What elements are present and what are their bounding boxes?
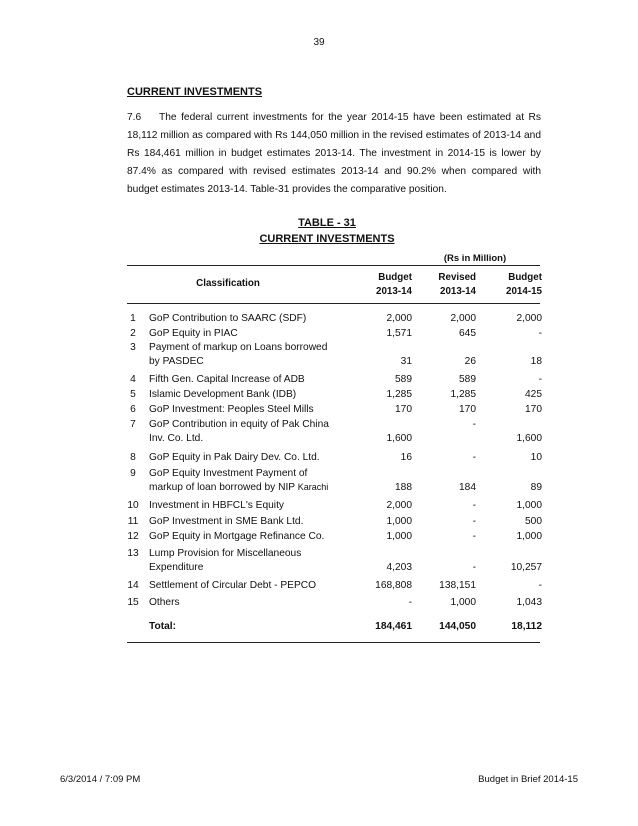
row-classification-line: [149, 579, 359, 593]
row-classification-text: by PASDEC: [149, 355, 204, 367]
table-top-rule: [127, 265, 540, 266]
row-revised-2013-14: 2,000: [450, 313, 476, 324]
row-classification-line: [149, 327, 359, 341]
row-classification-line: [149, 432, 359, 446]
header-classification: Classification: [196, 278, 260, 289]
row-budget-2013-14: 2,000: [386, 500, 412, 511]
row-classification-text: Payment of markup on Loans borrowed: [149, 342, 328, 353]
row-classification: [149, 388, 359, 402]
row-classification: [149, 579, 359, 593]
row-classification-line: [149, 596, 359, 610]
table-header-rule: [127, 303, 540, 304]
row-revised-2013-14: -: [472, 561, 476, 573]
row-budget-2013-14: 1,000: [386, 531, 412, 542]
row-classification-line: [149, 530, 359, 544]
row-revised-2013-14: -: [472, 452, 476, 463]
row-budget-2014-15: 1,000: [516, 500, 542, 511]
row-classification-line: [149, 388, 359, 402]
row-classification: [149, 341, 359, 368]
row-number: 6: [130, 404, 136, 415]
row-classification-line: [149, 403, 359, 417]
row-classification-text: GoP Investment in SME Bank Ltd.: [149, 516, 304, 527]
row-classification-line: [149, 515, 359, 529]
row-budget-2014-15: -: [538, 580, 542, 591]
row-classification: [149, 312, 359, 326]
row-classification-text: Inv. Co. Ltd.: [149, 432, 204, 444]
row-revised-2013-14: 645: [459, 328, 476, 339]
row-classification-line: [149, 467, 359, 481]
row-budget-2014-15: 1,043: [516, 597, 542, 608]
row-budget-2013-14: 1,571: [386, 328, 412, 339]
row-classification-text: GoP Contribution to SAARC (SDF): [149, 313, 307, 324]
row-classification-line: [149, 312, 359, 326]
row-classification-line: [149, 355, 359, 369]
row-number: 9: [130, 468, 136, 479]
row-classification-line: [149, 561, 359, 575]
row-budget-2013-14: 2,000: [386, 313, 412, 324]
row-classification: [149, 499, 359, 513]
row-classification-text: markup of loan borrowed by NIP: [149, 481, 298, 493]
row-budget-2014-15: 10,257: [510, 561, 542, 573]
row-classification: [149, 530, 359, 544]
row-classification-text: GoP Contribution in equity of Pak China: [149, 419, 329, 430]
footer-timestamp: 6/3/2014 / 7:09 PM: [60, 774, 141, 785]
row-budget-2013-14: 168,808: [375, 580, 412, 591]
row-number: 13: [127, 548, 139, 559]
row-revised-2013-14: 1,285: [450, 389, 476, 400]
header-budget-2013-14-line2: 2013-14: [376, 286, 412, 297]
row-classification-text: Others: [149, 597, 180, 608]
row-classification-text: Settlement of Circular Debt - PEPCO: [149, 580, 317, 591]
row-budget-2014-15: 10: [530, 452, 542, 463]
row-classification-suffix: Karachi: [297, 481, 329, 492]
row-revised-2013-14: -: [472, 516, 476, 527]
row-number: 2: [130, 328, 136, 339]
row-classification-line: [149, 451, 359, 465]
row-number: 12: [127, 531, 139, 542]
total-revised-2013-14: 144,050: [439, 621, 476, 632]
row-classification-text: GoP Equity in Pak Dairy Dev. Co. Ltd.: [149, 452, 320, 463]
row-number: 11: [127, 516, 139, 527]
row-classification: [149, 373, 359, 387]
row-classification-text: GoP Equity in Mortgage Refinance Co.: [149, 531, 325, 542]
row-budget-2014-15: 18: [530, 355, 542, 367]
row-classification-text: Investment in HBFCL's Equity: [149, 500, 284, 511]
row-classification: [149, 418, 359, 445]
row-revised-2013-14: 184: [459, 481, 476, 493]
body-paragraph: 7.6 The federal current investments for the year 2014-15 have been estimated at Rs 18,112 million as compared with Rs 144,050 million in the revised estimates of 2013-14 and Rs 184,461 million in budget estimates 2013-14. The investment in 2014-15 is lower by 87.4% as compared with revised estimates 2013-14 and 90.2% when compared with budget estimates 2013-14. Table-31 provides the comparative position.: [127, 112, 544, 195]
header-revised-2013-14-line2: 2013-14: [440, 286, 476, 297]
row-budget-2014-15: 1,600: [516, 432, 542, 444]
row-classification: [149, 403, 359, 417]
header-budget-2014-15: [472, 271, 542, 299]
row-budget-2014-15: 89: [530, 481, 542, 493]
row-budget-2014-15: 170: [525, 404, 542, 415]
table-subtitle: CURRENT INVESTMENTS: [259, 233, 395, 245]
unit-note: (Rs in Million): [443, 253, 507, 264]
row-budget-2014-15: 2,000: [516, 313, 542, 324]
row-classification-line: [149, 418, 359, 432]
row-classification-text: GoP Equity Investment Payment of: [149, 468, 308, 479]
row-classification-line: [149, 373, 359, 387]
row-classification-text: Lump Provision for Miscellaneous: [149, 548, 302, 559]
row-classification-line: [149, 499, 359, 513]
row-classification: [149, 467, 359, 494]
row-budget-2014-15: 425: [525, 389, 542, 400]
row-revised-2013-14: 170: [459, 404, 476, 415]
row-revised-2013-14: -: [472, 531, 476, 542]
header-budget-2014-15-line1: Budget: [508, 272, 542, 283]
row-classification: [149, 451, 359, 465]
row-number: 3: [130, 342, 136, 353]
header-revised-2013-14: [406, 271, 476, 299]
row-revised-2013-14: -: [472, 500, 476, 511]
footer-publication: Budget in Brief 2014-15: [478, 774, 578, 785]
row-revised-2013-14: 1,000: [450, 597, 476, 608]
row-budget-2013-14: 16: [400, 452, 412, 463]
row-classification-text: Islamic Development Bank (IDB): [149, 389, 297, 400]
row-budget-2014-15: -: [538, 374, 542, 385]
row-revised-2013-14: 138,151: [439, 580, 476, 591]
total-budget-2013-14: 184,461: [375, 621, 412, 632]
row-number: 4: [130, 374, 136, 385]
total-label: Total:: [149, 621, 176, 632]
row-budget-2014-15: 1,000: [516, 531, 542, 542]
row-classification: [149, 596, 359, 610]
row-budget-2013-14: 1,000: [386, 516, 412, 527]
row-classification: [149, 547, 359, 574]
row-number: 5: [130, 389, 136, 400]
row-classification-line: [149, 341, 359, 355]
row-classification-text: GoP Investment: Peoples Steel Mills: [149, 404, 314, 415]
row-number: 7: [130, 419, 136, 430]
row-budget-2013-14: 589: [395, 374, 412, 385]
row-classification-line: [149, 481, 359, 495]
row-budget-2013-14: -: [408, 597, 412, 608]
row-number: 10: [127, 500, 139, 511]
table-title: TABLE - 31: [298, 217, 356, 229]
row-number: 8: [130, 452, 136, 463]
row-number: 1: [130, 313, 136, 324]
row-number: 15: [127, 597, 139, 608]
row-number: 14: [127, 580, 139, 591]
row-budget-2013-14: 4,203: [386, 561, 412, 573]
row-classification: [149, 515, 359, 529]
table-bottom-rule: [127, 642, 540, 643]
page-number: 39: [313, 37, 325, 48]
section-heading: CURRENT INVESTMENTS: [127, 86, 263, 98]
row-budget-2013-14: 31: [400, 355, 412, 367]
row-revised-2013-14: 26: [464, 355, 476, 367]
row-budget-2013-14: 1,600: [386, 432, 412, 444]
header-budget-2013-14-line1: Budget: [378, 272, 412, 283]
total-budget-2014-15: 18,112: [511, 621, 542, 632]
row-budget-2013-14: 170: [395, 404, 412, 415]
row-classification-text: Expenditure: [149, 561, 204, 573]
row-revised-2013-14: 589: [459, 374, 476, 385]
row-classification-text: GoP Equity in PIAC: [149, 328, 238, 339]
row-budget-2014-15: -: [538, 328, 542, 339]
row-budget-2013-14: 188: [395, 481, 412, 493]
header-budget-2013-14: [342, 271, 412, 299]
row-classification-line: [149, 547, 359, 561]
header-budget-2014-15-line2: 2014-15: [506, 286, 542, 297]
header-revised-2013-14-line1: Revised: [438, 272, 476, 283]
row-budget-2013-14: 1,285: [386, 389, 412, 400]
row-classification-text: Fifth Gen. Capital Increase of ADB: [149, 374, 305, 385]
row-classification: [149, 327, 359, 341]
row-budget-2014-15: 500: [525, 516, 542, 527]
row-revised-2013-14: -: [472, 419, 476, 430]
